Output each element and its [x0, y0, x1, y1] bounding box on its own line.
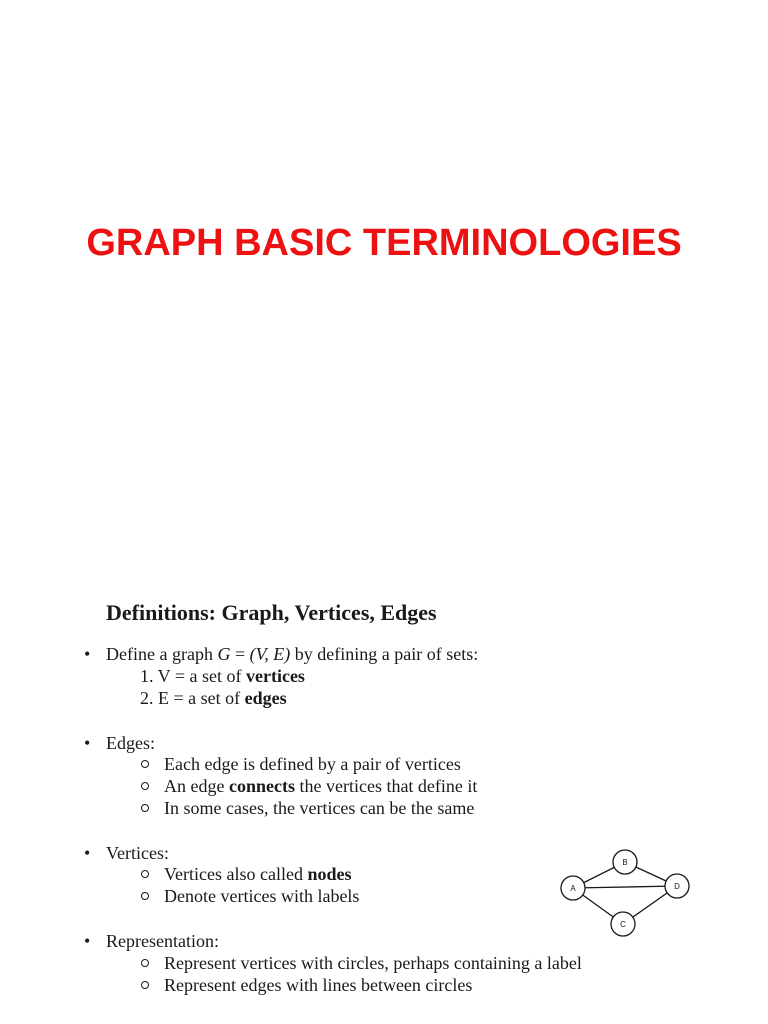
edges-item-2-bold: connects — [228, 776, 295, 796]
circle-bullet-icon — [141, 892, 149, 900]
define-item-2-text: 2. E = a set of — [140, 688, 245, 708]
edges-item-1-text: Each edge is defined by a pair of vertices — [164, 754, 461, 774]
edges-item-3-text: In some cases, the vertices can be the same — [164, 798, 475, 818]
vertices-label: Vertices: — [106, 843, 169, 863]
section-heading: Definitions: Graph, Vertices, Edges — [106, 600, 437, 625]
vertices-item-2-text: Denote vertices with labels — [164, 886, 360, 906]
edges-item-3 — [164, 797, 474, 819]
edges-item-1 — [164, 753, 461, 775]
define-item-1-text: 1. V = a set of — [140, 666, 246, 686]
define-ve: (V, E) — [249, 644, 291, 664]
define-item-2 — [140, 687, 287, 709]
define-item-1 — [140, 665, 305, 687]
define-bullet — [106, 643, 478, 665]
vertices-item-1 — [164, 863, 351, 885]
vertex-c-label: C — [620, 920, 626, 929]
define-text-post: by defining a pair of sets: — [290, 644, 479, 664]
define-item-1-bold: vertices — [245, 666, 305, 686]
circle-bullet-icon — [141, 760, 149, 768]
edge-a-d — [573, 886, 677, 888]
vertex-d-label: D — [674, 882, 680, 891]
vertices-item-1-bold: nodes — [307, 864, 352, 884]
vertices-item-1-text: Vertices also called — [164, 864, 308, 884]
vertex-b-label: B — [622, 858, 628, 867]
bullet-dot: • — [84, 843, 91, 863]
bullet-dot: • — [84, 931, 91, 951]
circle-bullet-icon — [141, 804, 149, 812]
edges-item-2-text-pre: An edge — [164, 776, 229, 796]
example-graph-diagram — [556, 848, 696, 942]
circle-bullet-icon — [141, 981, 149, 989]
representation-item-1: Represent vertices with circles, perhaps containing a label — [164, 953, 582, 973]
representation-item-2: Represent edges with lines between circles — [164, 975, 473, 995]
representation-label: Representation: — [106, 931, 219, 951]
define-eq: = — [230, 644, 250, 664]
define-text-pre: Define a graph — [106, 644, 218, 664]
circle-bullet-icon — [141, 782, 149, 790]
slide-title: GRAPH BASIC TERMINOLOGIES — [86, 222, 682, 264]
edges-item-2 — [164, 775, 477, 797]
define-item-2-bold: edges — [244, 688, 287, 708]
circle-bullet-icon — [141, 870, 149, 878]
circle-bullet-icon — [141, 959, 149, 967]
edges-item-2-text-post: the vertices that define it — [294, 776, 478, 796]
bullet-dot: • — [84, 733, 91, 753]
bullet-dot: • — [84, 644, 91, 664]
edges-label: Edges: — [106, 733, 155, 753]
define-g: G — [217, 644, 231, 664]
vertices-item-2 — [164, 885, 359, 907]
vertex-a-label: A — [570, 884, 576, 893]
